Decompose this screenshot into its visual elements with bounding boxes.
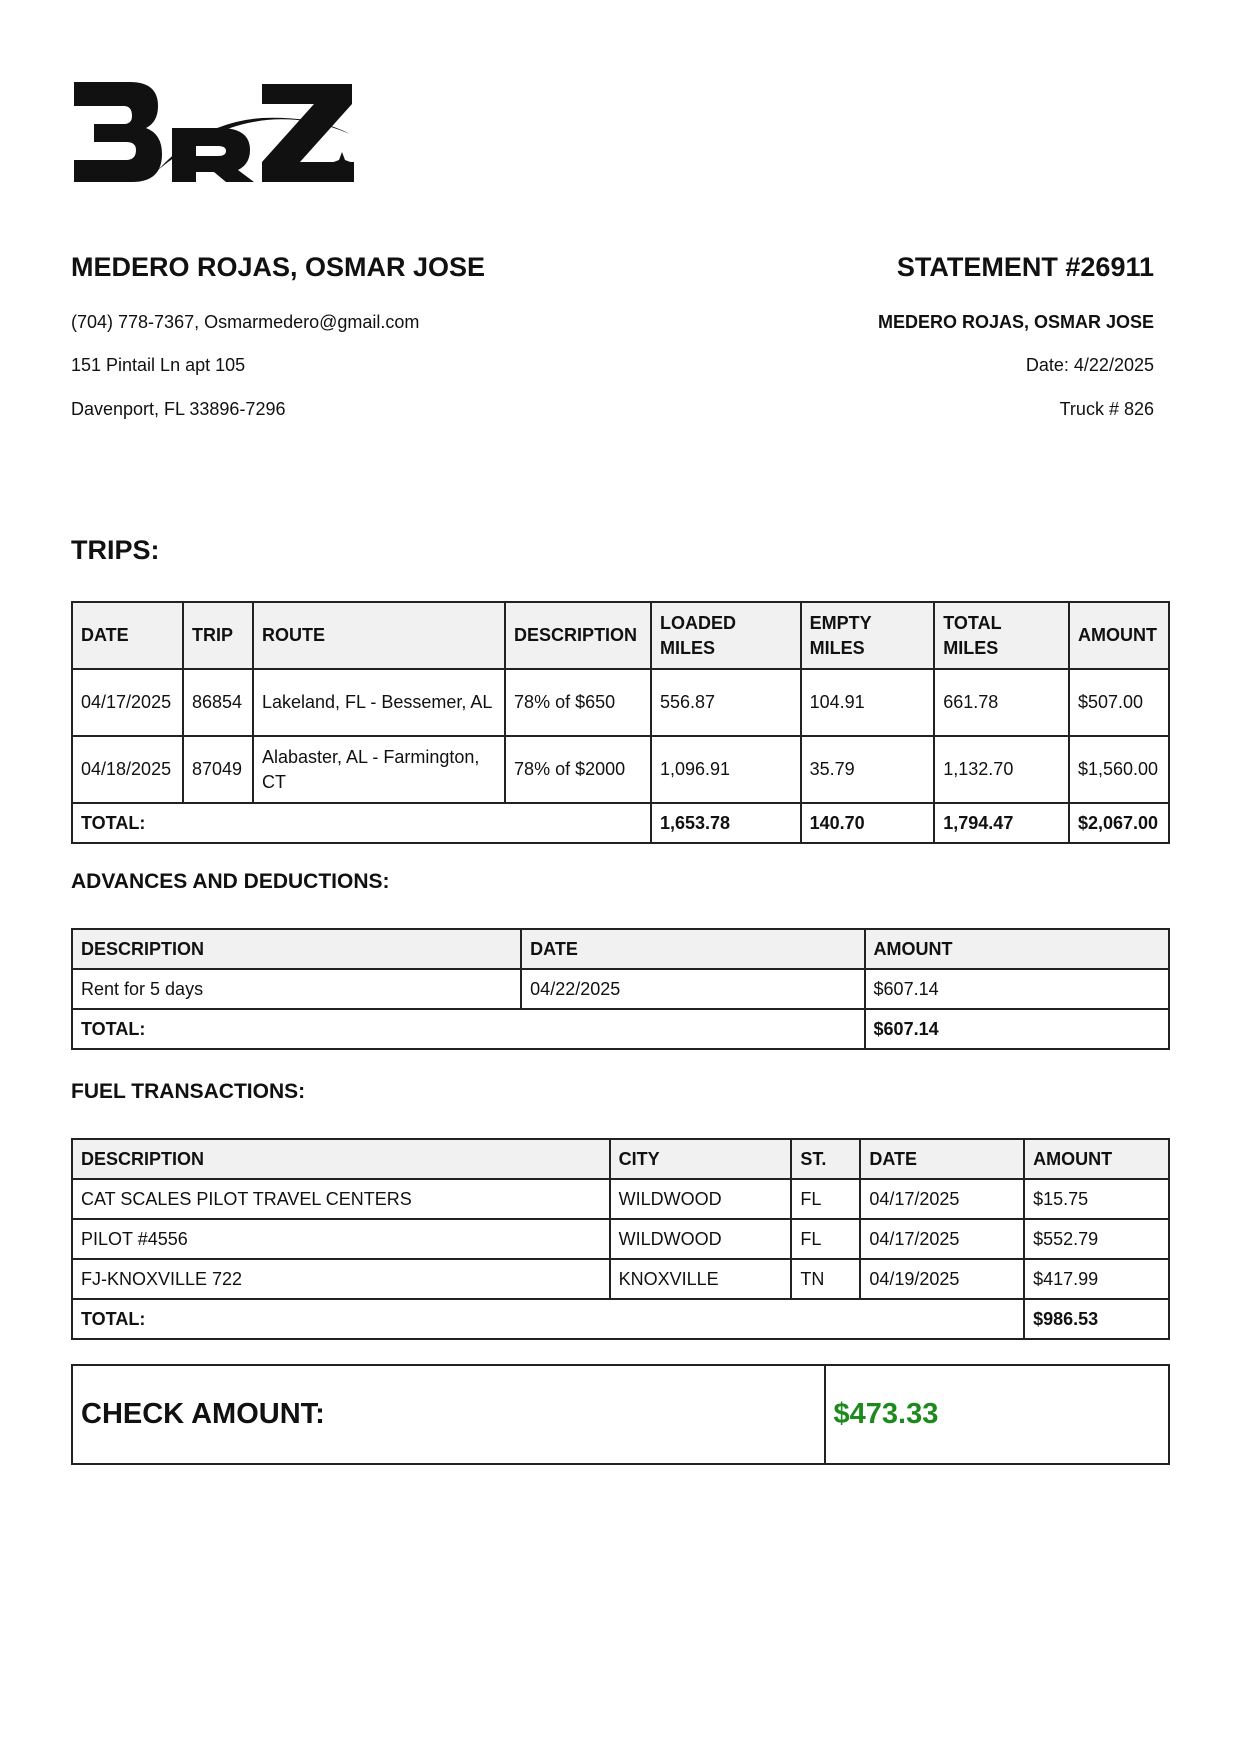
table-cell: $15.75 bbox=[1024, 1179, 1169, 1219]
column-header: DESCRIPTION bbox=[72, 929, 521, 969]
total-amount: $986.53 bbox=[1024, 1299, 1169, 1339]
brz-logo-icon bbox=[72, 78, 382, 190]
statement-driver-name: MEDERO ROJAS, OSMAR JOSE bbox=[877, 312, 1154, 332]
total-label: TOTAL: bbox=[72, 803, 651, 843]
column-header: DATE bbox=[72, 602, 183, 669]
table-cell: 104.91 bbox=[801, 669, 935, 736]
table-cell: 35.79 bbox=[801, 736, 935, 803]
table-cell: Alabaster, AL - Farmington, CT bbox=[253, 736, 505, 803]
table-cell: $507.00 bbox=[1069, 669, 1169, 736]
total-label: TOTAL: bbox=[72, 1009, 865, 1049]
table-header-row bbox=[72, 602, 1169, 669]
advances-table bbox=[71, 928, 1170, 1050]
driver-name: MEDERO ROJAS, OSMAR JOSE bbox=[71, 252, 486, 282]
total-label: TOTAL: bbox=[72, 1299, 1024, 1339]
total-miles: 1,794.47 bbox=[934, 803, 1069, 843]
table-cell: 04/17/2025 bbox=[72, 669, 183, 736]
table-cell: CAT SCALES PILOT TRAVEL CENTERS bbox=[72, 1179, 610, 1219]
table-cell: 1,132.70 bbox=[934, 736, 1069, 803]
column-header: ST. bbox=[791, 1139, 860, 1179]
table-cell: 86854 bbox=[183, 669, 253, 736]
table-row bbox=[72, 669, 1169, 736]
statement-date: Date: 4/22/2025 bbox=[1025, 355, 1154, 375]
table-cell: 87049 bbox=[183, 736, 253, 803]
check-amount-box bbox=[71, 1364, 1170, 1465]
table-cell: Rent for 5 days bbox=[72, 969, 521, 1009]
table-cell: 04/17/2025 bbox=[860, 1179, 1024, 1219]
check-amount-label: CHECK AMOUNT: bbox=[72, 1365, 825, 1464]
table-cell: 04/18/2025 bbox=[72, 736, 183, 803]
column-header: EMPTY MILES bbox=[801, 602, 935, 669]
column-header: TOTAL MILES bbox=[934, 602, 1069, 669]
table-cell: $1,560.00 bbox=[1069, 736, 1169, 803]
column-header: TRIP bbox=[183, 602, 253, 669]
table-cell: FL bbox=[791, 1219, 860, 1259]
table-cell: $607.14 bbox=[865, 969, 1169, 1009]
fuel-title: FUEL TRANSACTIONS: bbox=[71, 1080, 306, 1103]
total-empty-miles: 140.70 bbox=[801, 803, 935, 843]
table-cell: 78% of $2000 bbox=[505, 736, 651, 803]
table-cell: 661.78 bbox=[934, 669, 1069, 736]
table-cell: $552.79 bbox=[1024, 1219, 1169, 1259]
table-cell: 78% of $650 bbox=[505, 669, 651, 736]
table-row bbox=[72, 969, 1169, 1009]
table-cell: 556.87 bbox=[651, 669, 801, 736]
table-cell: Lakeland, FL - Bessemer, AL bbox=[253, 669, 505, 736]
table-row bbox=[72, 1219, 1169, 1259]
trips-title: TRIPS: bbox=[71, 535, 160, 565]
table-total-row bbox=[72, 1299, 1169, 1339]
total-amount: $607.14 bbox=[865, 1009, 1169, 1049]
column-header: AMOUNT bbox=[865, 929, 1169, 969]
column-header: DATE bbox=[521, 929, 864, 969]
table-row bbox=[72, 736, 1169, 803]
table-row bbox=[72, 1259, 1169, 1299]
column-header: ROUTE bbox=[253, 602, 505, 669]
column-header: DESCRIPTION bbox=[505, 602, 651, 669]
check-amount-value: $473.33 bbox=[825, 1365, 1169, 1464]
table-cell: 04/17/2025 bbox=[860, 1219, 1024, 1259]
trips-table bbox=[71, 601, 1170, 844]
table-cell: 04/19/2025 bbox=[860, 1259, 1024, 1299]
advances-title: ADVANCES AND DEDUCTIONS: bbox=[71, 870, 390, 893]
table-cell: WILDWOOD bbox=[610, 1179, 792, 1219]
fuel-table bbox=[71, 1138, 1170, 1340]
check-amount-row bbox=[72, 1365, 1169, 1464]
table-header-row bbox=[72, 1139, 1169, 1179]
table-cell: 04/22/2025 bbox=[521, 969, 864, 1009]
table-cell: $417.99 bbox=[1024, 1259, 1169, 1299]
column-header: LOADED MILES bbox=[651, 602, 801, 669]
driver-contact: (704) 778-7367, Osmarmedero@gmail.com bbox=[71, 312, 420, 332]
table-header-row bbox=[72, 929, 1169, 969]
column-header: DATE bbox=[860, 1139, 1024, 1179]
table-cell: FJ-KNOXVILLE 722 bbox=[72, 1259, 610, 1299]
table-cell: TN bbox=[791, 1259, 860, 1299]
table-cell: PILOT #4556 bbox=[72, 1219, 610, 1259]
column-header: AMOUNT bbox=[1069, 602, 1169, 669]
table-total-row bbox=[72, 1009, 1169, 1049]
column-header: AMOUNT bbox=[1024, 1139, 1169, 1179]
table-cell: FL bbox=[791, 1179, 860, 1219]
driver-address-line1: 151 Pintail Ln apt 105 bbox=[71, 355, 246, 375]
total-loaded-miles: 1,653.78 bbox=[651, 803, 801, 843]
table-cell: 1,096.91 bbox=[651, 736, 801, 803]
table-cell: KNOXVILLE bbox=[610, 1259, 792, 1299]
table-cell: WILDWOOD bbox=[610, 1219, 792, 1259]
statement-truck: Truck # 826 bbox=[1059, 399, 1154, 419]
driver-address-line2: Davenport, FL 33896-7296 bbox=[71, 399, 286, 419]
column-header: DESCRIPTION bbox=[72, 1139, 610, 1179]
statement-title: STATEMENT #26911 bbox=[896, 252, 1154, 282]
table-total-row bbox=[72, 803, 1169, 843]
table-row bbox=[72, 1179, 1169, 1219]
column-header: CITY bbox=[610, 1139, 792, 1179]
total-amount: $2,067.00 bbox=[1069, 803, 1169, 843]
